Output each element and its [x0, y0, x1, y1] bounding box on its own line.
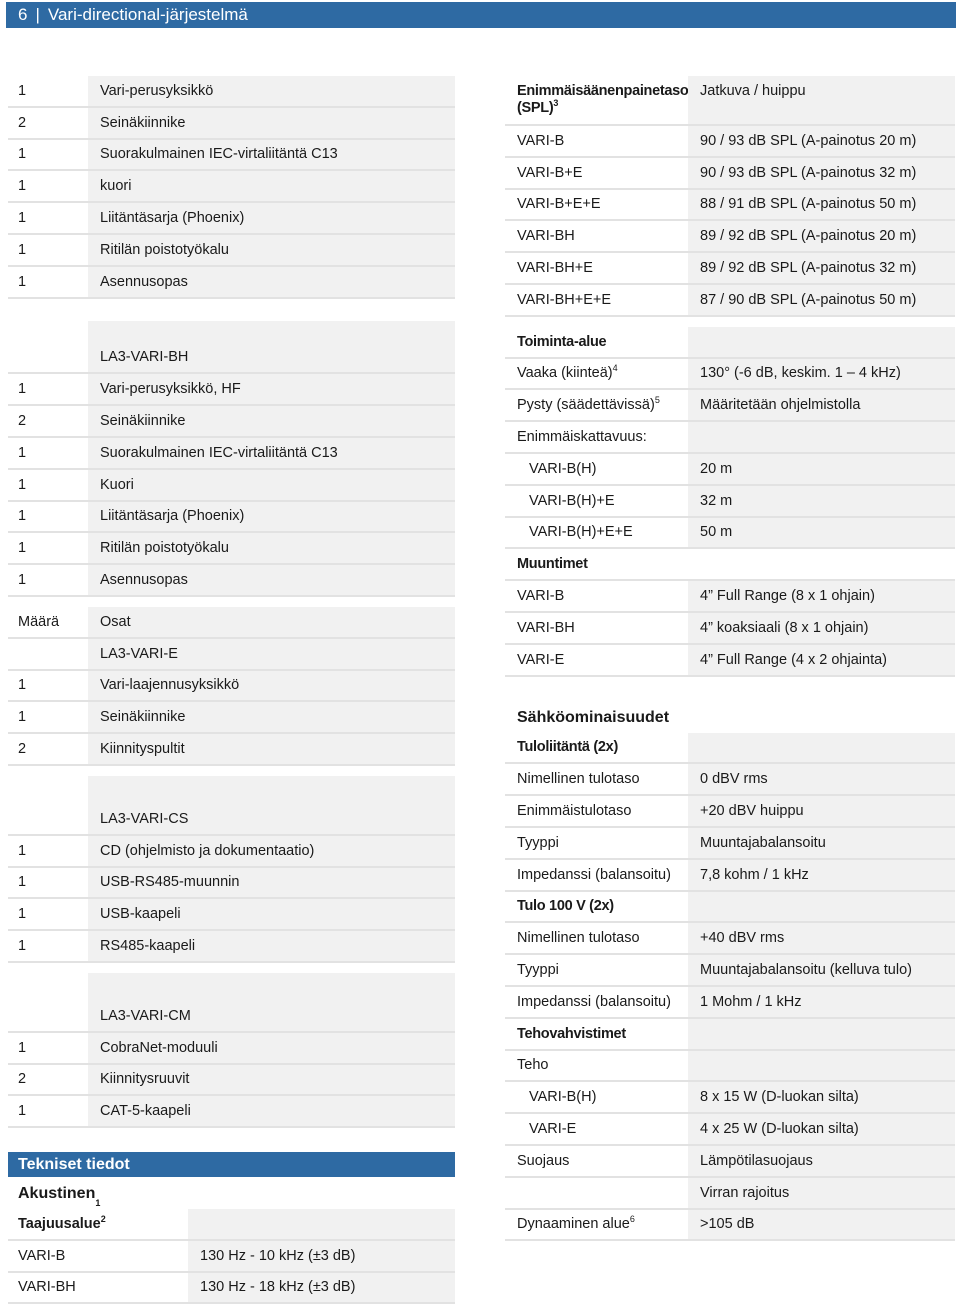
spec-key: Impedanssi (balansoitu): [517, 866, 671, 883]
page-header: [6, 2, 956, 28]
table-row: [8, 1096, 455, 1128]
spec-key: Enimmäistulotaso: [517, 803, 632, 820]
input-title: Tuloliitäntä (2x): [517, 739, 618, 756]
spec-key: VARI-B+E+E: [517, 196, 601, 213]
table-row: [505, 221, 955, 253]
spec-key: Suojaus: [517, 1152, 570, 1169]
spec-key: VARI-B(H)+E+E: [529, 524, 633, 541]
part-name: Seinäkiinnike: [88, 406, 455, 438]
table-row: [8, 702, 455, 734]
table-row: [8, 140, 455, 172]
qty: 1: [18, 874, 27, 891]
qty: 1: [18, 540, 27, 557]
spec-key: VARI-BH+E: [517, 260, 593, 277]
spec-key: Teho: [517, 1057, 549, 1074]
group-title: LA3-VARI-E: [88, 639, 455, 671]
group-title: LA3-VARI-BH: [88, 343, 455, 375]
spec-key: [505, 1216, 688, 1232]
spec-key: Enimmäiskattavuus:: [517, 429, 647, 446]
spec-value: 88 / 91 dB SPL (A-painotus 50 m): [688, 190, 955, 222]
table-row: [505, 126, 955, 158]
input-header-row: [505, 733, 955, 765]
part-name: Liitäntäsarja (Phoenix): [88, 203, 455, 235]
table-row: [8, 1241, 455, 1273]
spec-key: VARI-BH: [517, 619, 575, 636]
spec-key: VARI-B: [517, 588, 565, 605]
coverage-header-row: [505, 327, 955, 359]
amp-header-row: [505, 1019, 955, 1051]
table-row: [505, 1114, 955, 1146]
group-title-row: [8, 639, 455, 671]
table-row: [505, 828, 955, 860]
qty: 1: [18, 508, 27, 525]
table-row: [8, 108, 455, 140]
table-row: [8, 868, 455, 900]
part-name: Seinäkiinnike: [88, 108, 455, 140]
spec-value: 0 dBV rms: [688, 764, 955, 796]
table-row: [8, 899, 455, 931]
spec-value: Muuntajabalansoitu: [688, 828, 955, 860]
horizontal-label: Vaaka (kiinteä): [517, 365, 613, 382]
column-header-part: Osat: [88, 607, 455, 639]
spec-value: Muuntajabalansoitu (kelluva tulo): [688, 955, 955, 987]
spl-label-line1: Enimmäisäänenpainetaso: [517, 83, 689, 99]
qty: 1: [18, 476, 27, 493]
parts-table: [8, 76, 455, 1128]
qty: 1: [18, 210, 27, 227]
page-number: 6: [18, 5, 28, 24]
spec-value: 89 / 92 dB SPL (A-painotus 32 m): [688, 253, 955, 285]
blank-row: [8, 973, 455, 1001]
table-row: [505, 518, 955, 550]
table-row: [505, 613, 955, 645]
qty: 1: [18, 906, 27, 923]
header-separator: |: [35, 5, 40, 24]
spec-value: 4” Full Range (4 x 2 ohjainta): [688, 645, 955, 677]
amp-title: Tehovahvistimet: [517, 1025, 626, 1042]
qty: 2: [18, 114, 27, 131]
spec-value: 8 x 15 W (D-luokan silta): [688, 1082, 955, 1114]
table-row: [8, 502, 455, 534]
qty: 1: [18, 146, 27, 163]
spec-value: Virran rajoitus: [688, 1178, 955, 1210]
parts-group-1: [8, 76, 455, 299]
tech-specs-title: Tekniset tiedot: [8, 1152, 455, 1177]
part-name: Kiinnitysruuvit: [88, 1065, 455, 1097]
table-row: [8, 671, 455, 703]
table-row: [505, 422, 955, 454]
table-row: [8, 565, 455, 597]
part-name: kuori: [88, 171, 455, 203]
part-name: RS485-kaapeli: [88, 931, 455, 963]
spec-value: 20 m: [688, 454, 955, 486]
acoustic-title: Akustinen 1: [18, 1185, 101, 1208]
table-row: [8, 406, 455, 438]
part-name: CD (ohjelmisto ja dokumentaatio): [88, 836, 455, 868]
spec-value: 1 Mohm / 1 kHz: [688, 987, 955, 1019]
spl-section: [505, 76, 955, 317]
qty: 2: [18, 413, 27, 430]
spec-value: 130 Hz - 10 kHz (±3 dB): [188, 1241, 455, 1273]
parts-group-4: [8, 776, 455, 963]
qty: 2: [18, 1071, 27, 1088]
table-row: [505, 1082, 955, 1114]
electrical-title: Sähköominaisuudet: [517, 708, 670, 726]
spec-value: 130° (-6 dB, keskim. 1 – 4 kHz): [688, 359, 955, 391]
parts-group-2: [8, 321, 455, 597]
table-row: [8, 171, 455, 203]
tech-specs: [8, 1148, 455, 1304]
spec-key: VARI-B+E: [517, 164, 583, 181]
spec-value: 4” Full Range (8 x 1 ohjain): [688, 581, 955, 613]
spec-value: +40 dBV rms: [688, 923, 955, 955]
spec-value: +20 dBV huippu: [688, 796, 955, 828]
qty: 1: [18, 1103, 27, 1120]
spl-header-row: [505, 76, 955, 126]
qty: 1: [18, 677, 27, 694]
acoustic-title-text: Akustinen: [18, 1185, 96, 1202]
footnote-marker: 2: [100, 1214, 106, 1225]
spec-value: 90 / 93 dB SPL (A-painotus 20 m): [688, 126, 955, 158]
table-row: [8, 836, 455, 868]
spec-value: Lämpötilasuojaus: [688, 1146, 955, 1178]
freq-header-row: [8, 1209, 455, 1241]
footnote-marker: 6: [629, 1214, 635, 1225]
spec-key: VARI-B(H): [529, 1089, 597, 1106]
spec-value: 32 m: [688, 486, 955, 518]
table-row: [8, 1033, 455, 1065]
parts-group-5: [8, 973, 455, 1128]
qty: 1: [18, 178, 27, 195]
parts-group-3: [8, 607, 455, 766]
qty: 1: [18, 938, 27, 955]
part-name: USB-RS485-muunnin: [88, 868, 455, 900]
table-row: [8, 235, 455, 267]
part-name: Kuori: [88, 470, 455, 502]
spec-value: 130 Hz - 18 kHz (±3 dB): [188, 1273, 455, 1305]
table-row: [8, 76, 455, 108]
table-row: [505, 1178, 955, 1210]
table-row: [505, 987, 955, 1019]
footnote-marker: 3: [553, 98, 559, 109]
coverage-section: [505, 327, 955, 550]
part-name: Kiinnityspultit: [88, 734, 455, 766]
qty: 1: [18, 444, 27, 461]
transducers-section: [505, 549, 955, 676]
group-title-row: [8, 804, 455, 836]
vertical-label: Pysty (säädettävissä): [517, 397, 655, 414]
table-row: [8, 1273, 455, 1305]
spec-key: VARI-B(H)+E: [529, 492, 615, 509]
electrical-section: [505, 677, 955, 1242]
table-row: [505, 1146, 955, 1178]
qty: 1: [18, 842, 27, 859]
table-row: [505, 158, 955, 190]
spec-key: [505, 365, 688, 381]
table-row: [505, 190, 955, 222]
table-row: [505, 955, 955, 987]
group-title: LA3-VARI-CS: [88, 804, 455, 836]
table-row: [505, 796, 955, 828]
freq-label-text: Taajuusalue: [18, 1215, 101, 1232]
table-header-row: [8, 607, 455, 639]
spec-key: VARI-B: [18, 1247, 66, 1264]
spec-key: VARI-B: [517, 132, 565, 149]
blank-row: [8, 776, 455, 804]
transducers-title: Muuntimet: [517, 556, 588, 573]
spec-key: VARI-E: [529, 1121, 577, 1137]
table-row: [505, 645, 955, 677]
table-row: [8, 1065, 455, 1097]
spec-value: 4 x 25 W (D-luokan silta): [688, 1114, 955, 1146]
footnote-marker: 4: [612, 363, 618, 374]
spec-key: Nimellinen tulotaso: [517, 771, 640, 788]
input100-header-row: [505, 892, 955, 924]
spl-header-value: Jatkuva / huippu: [688, 76, 955, 126]
table-row: [8, 470, 455, 502]
table-row: [505, 390, 955, 422]
part-name: Ritilän poistotyökalu: [88, 235, 455, 267]
table-row: [505, 454, 955, 486]
table-row: [505, 860, 955, 892]
spec-key: VARI-BH+E+E: [517, 291, 612, 308]
spec-value: 4” koaksiaali (8 x 1 ohjain): [688, 613, 955, 645]
table-row: [505, 359, 955, 391]
table-row: [505, 923, 955, 955]
table-row: [505, 581, 955, 613]
footnote-marker: 5: [654, 395, 660, 406]
spl-label-line2: (SPL): [517, 100, 554, 116]
table-row: [8, 374, 455, 406]
part-name: Ritilän poistotyökalu: [88, 533, 455, 565]
table-row: [8, 267, 455, 299]
table-row: [505, 486, 955, 518]
part-name: Vari-perusyksikkö, HF: [88, 374, 455, 406]
qty: 1: [18, 1039, 27, 1056]
part-name: Vari-laajennusyksikkö: [88, 671, 455, 703]
coverage-title: Toiminta-alue: [517, 333, 607, 350]
table-row: [8, 931, 455, 963]
group-title: LA3-VARI-CM: [88, 1001, 455, 1033]
spec-key: [505, 397, 688, 413]
spec-value: 50 m: [688, 518, 955, 550]
table-row: [8, 533, 455, 565]
group-title-row: [8, 343, 455, 375]
spec-key: VARI-BH: [517, 228, 575, 245]
spl-label: [505, 83, 688, 117]
spec-key: VARI-E: [517, 651, 565, 668]
part-name: Suorakulmainen IEC-virtaliitäntä C13: [88, 438, 455, 470]
qty: 1: [18, 572, 27, 589]
part-name: Asennusopas: [88, 267, 455, 299]
table-row: [505, 253, 955, 285]
spec-value: 90 / 93 dB SPL (A-painotus 32 m): [688, 158, 955, 190]
freq-label: [8, 1216, 188, 1232]
spec-table-right: [505, 76, 955, 1241]
column-header-qty: Määrä: [18, 613, 60, 630]
spec-value: Määritetään ohjelmistolla: [688, 390, 955, 422]
qty: 1: [18, 273, 27, 290]
table-row: [505, 285, 955, 317]
input100-title: Tulo 100 V (2x): [517, 898, 614, 915]
table-row: [505, 1210, 955, 1242]
qty: 1: [18, 381, 27, 398]
spec-key: Tyyppi: [517, 834, 559, 851]
spec-value: 7,8 kohm / 1 kHz: [688, 860, 955, 892]
qty: 1: [18, 241, 27, 258]
spec-key: Tyyppi: [517, 962, 559, 979]
table-row: [505, 1051, 955, 1083]
part-name: USB-kaapeli: [88, 899, 455, 931]
part-name: Suorakulmainen IEC-virtaliitäntä C13: [88, 140, 455, 172]
blank-row: [8, 321, 455, 343]
spec-key: VARI-B(H): [529, 460, 597, 477]
table-row: [8, 438, 455, 470]
qty: 1: [18, 709, 27, 726]
table-row: [8, 203, 455, 235]
part-name: Vari-perusyksikkö: [88, 76, 455, 108]
table-row: [505, 764, 955, 796]
group-title-row: [8, 1001, 455, 1033]
page-title: Vari-directional-järjestelmä: [47, 5, 248, 24]
spec-key: VARI-BH: [18, 1279, 76, 1296]
spec-value: 89 / 92 dB SPL (A-painotus 20 m): [688, 221, 955, 253]
table-row: [8, 734, 455, 766]
part-name: Liitäntäsarja (Phoenix): [88, 502, 455, 534]
part-name: Seinäkiinnike: [88, 702, 455, 734]
spec-value: 87 / 90 dB SPL (A-painotus 50 m): [688, 285, 955, 317]
transducers-header-row: [505, 549, 955, 581]
spec-key: Nimellinen tulotaso: [517, 930, 640, 947]
qty: 2: [18, 741, 27, 758]
qty: 1: [18, 82, 27, 99]
part-name: CAT-5-kaapeli: [88, 1096, 455, 1128]
part-name: CobraNet-moduuli: [88, 1033, 455, 1065]
spec-key: Impedanssi (balansoitu): [517, 993, 671, 1010]
spec-value: >105 dB: [688, 1210, 955, 1242]
dynamic-label: Dynaaminen alue: [517, 1216, 630, 1233]
part-name: Asennusopas: [88, 565, 455, 597]
